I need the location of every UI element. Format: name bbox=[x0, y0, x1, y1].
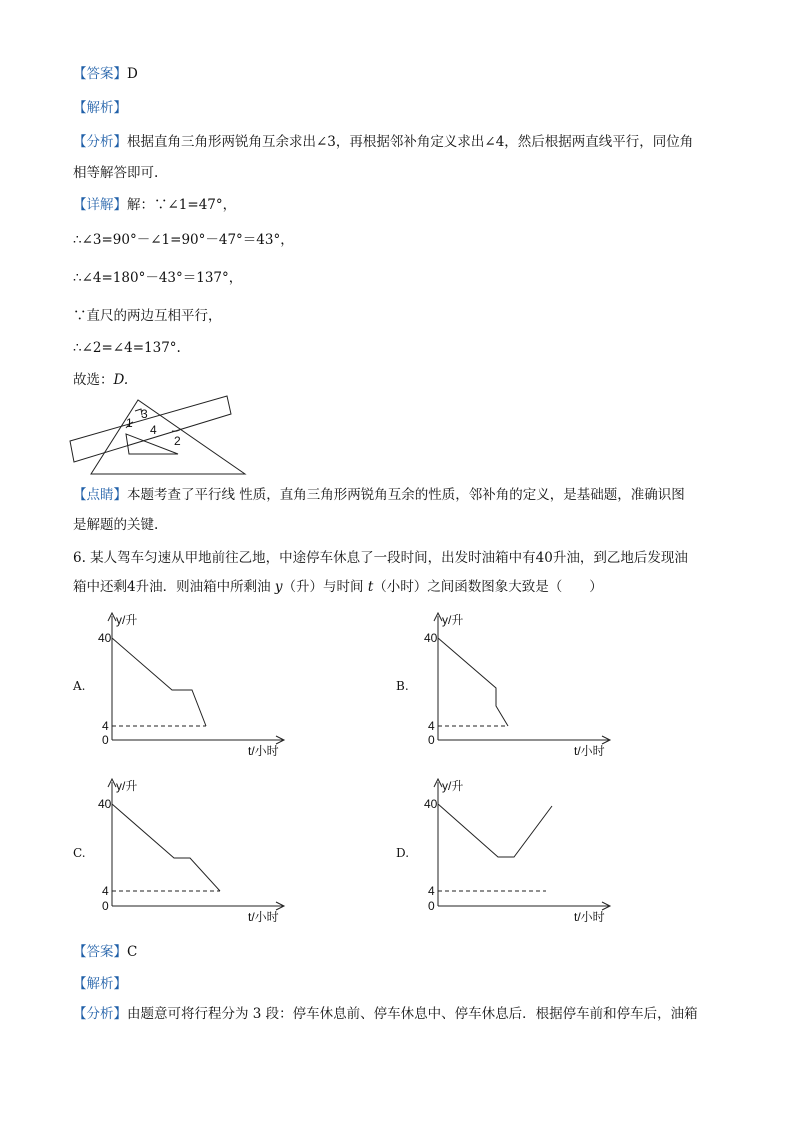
option-c-graph[interactable] bbox=[94, 776, 294, 926]
tick-0: 0 bbox=[428, 733, 435, 747]
tick-4: 4 bbox=[102, 719, 109, 733]
step-line-4 bbox=[73, 338, 181, 358]
angle-2-arc bbox=[172, 429, 181, 431]
x-axis-label: t/小时 bbox=[248, 910, 279, 924]
tick-0: 0 bbox=[102, 733, 109, 747]
triangle-ruler-figure bbox=[64, 392, 254, 476]
step-text-3: ∵直尺的两边互相平行， bbox=[73, 308, 222, 324]
answer-tag-2: 【答案】 bbox=[73, 944, 127, 960]
tick-4: 4 bbox=[428, 719, 435, 733]
comment-line bbox=[73, 485, 685, 505]
y-axis-label: y/升 bbox=[442, 779, 464, 793]
step-line-1 bbox=[73, 230, 294, 250]
solution-tag-2: 【解析】 bbox=[73, 976, 127, 992]
choice-answer: D. bbox=[113, 372, 129, 388]
analysis-line-2 bbox=[73, 163, 158, 183]
analysis-text-3: 由题意可将行程分为 3 段：停车休息前、停车休息中、停车休息后．根据停车前和停车后，油箱 bbox=[127, 1006, 698, 1022]
tick-40: 40 bbox=[424, 797, 438, 811]
angle-label-1: 1 bbox=[126, 416, 133, 430]
question-6-line-2 bbox=[73, 577, 603, 597]
tick-40: 40 bbox=[98, 631, 112, 645]
detail-text: 解：∵∠1=47°， bbox=[127, 197, 237, 213]
tick-40: 40 bbox=[98, 797, 112, 811]
angle-label-4: 4 bbox=[150, 423, 157, 437]
step-line-3 bbox=[73, 306, 222, 326]
option-d-label[interactable]: D. bbox=[396, 846, 410, 860]
tick-4: 4 bbox=[102, 884, 109, 898]
question-6-line-1 bbox=[73, 548, 688, 568]
option-c-label[interactable]: C. bbox=[73, 846, 86, 860]
x-axis-label: t/小时 bbox=[574, 910, 605, 924]
step-text-4: ∴∠2=∠4=137°. bbox=[73, 340, 181, 356]
question-6-var-y: y bbox=[274, 579, 283, 595]
solution-line bbox=[73, 98, 127, 118]
detail-tag: 【详解】 bbox=[73, 197, 127, 213]
analysis-tag-2: 【分析】 bbox=[73, 1006, 127, 1022]
question-6-text-2a: 箱中还剩4升油．则油箱中所剩油 bbox=[73, 579, 275, 595]
question-6-text-2b: （升）与时间 bbox=[282, 579, 368, 595]
y-axis-label: y/升 bbox=[116, 613, 138, 627]
tick-0: 0 bbox=[102, 899, 109, 913]
option-b-graph[interactable] bbox=[420, 610, 620, 760]
answer-line-2 bbox=[73, 942, 137, 962]
comment-line-2 bbox=[73, 515, 158, 535]
fuel-curve bbox=[112, 638, 206, 726]
analysis-line bbox=[73, 132, 693, 152]
comment-tag: 【点睛】 bbox=[73, 487, 127, 503]
detail-line bbox=[73, 195, 236, 215]
tick-4: 4 bbox=[428, 884, 435, 898]
fuel-curve bbox=[438, 638, 508, 726]
option-a-label[interactable]: A. bbox=[73, 679, 86, 693]
fuel-curve bbox=[438, 804, 552, 857]
y-axis-label: y/升 bbox=[116, 779, 138, 793]
comment-text-2: 是解题的关键. bbox=[73, 517, 159, 533]
question-6-var-t: t bbox=[367, 579, 374, 595]
option-a-graph[interactable] bbox=[94, 610, 294, 760]
x-axis-label: t/小时 bbox=[248, 744, 279, 758]
answer-line bbox=[73, 64, 138, 84]
step-text-1: ∴∠3=90°－∠1=90°－47°＝43°， bbox=[73, 232, 294, 248]
step-line-2 bbox=[73, 268, 242, 288]
solution-tag: 【解析】 bbox=[73, 100, 127, 116]
solution-line-2 bbox=[73, 974, 127, 994]
analysis-text-2: 相等解答即可. bbox=[73, 165, 159, 181]
choice-line bbox=[73, 370, 128, 390]
set-square-outline bbox=[91, 400, 245, 474]
y-axis-label: y/升 bbox=[442, 613, 464, 627]
x-axis-label: t/小时 bbox=[574, 744, 605, 758]
answer-tag: 【答案】 bbox=[73, 66, 127, 82]
analysis-tag: 【分析】 bbox=[73, 134, 127, 150]
tick-40: 40 bbox=[424, 631, 438, 645]
choice-prefix: 故选： bbox=[73, 372, 114, 388]
tick-0: 0 bbox=[428, 899, 435, 913]
angle-label-2: 2 bbox=[174, 434, 181, 448]
option-d-graph[interactable] bbox=[420, 776, 620, 926]
analysis-text: 根据直角三角形两锐角互余求出∠3，再根据邻补角定义求出∠4，然后根据两直线平行，同位角 bbox=[127, 134, 694, 150]
fuel-curve bbox=[112, 804, 220, 891]
step-text-2: ∴∠4=180°－43°＝137°， bbox=[73, 270, 243, 286]
angle-label-3: 3 bbox=[141, 407, 148, 421]
answer-text-2: C bbox=[127, 944, 138, 960]
analysis-line-3 bbox=[73, 1004, 698, 1024]
question-6-text-1: 6. 某人驾车匀速从甲地前往乙地，中途停车休息了一段时间，出发时油箱中有40升油，到乙地后发现油 bbox=[73, 550, 688, 566]
option-b-label[interactable]: B. bbox=[396, 679, 409, 693]
question-6-text-2c: （小时）之间函数图象大致是（ ） bbox=[373, 579, 603, 595]
answer-text: D bbox=[127, 66, 138, 82]
comment-text: 本题考查了平行线 性质，直角三角形两锐角互余的性质，邻补角的定义，是基础题，准确识图 bbox=[127, 487, 685, 503]
